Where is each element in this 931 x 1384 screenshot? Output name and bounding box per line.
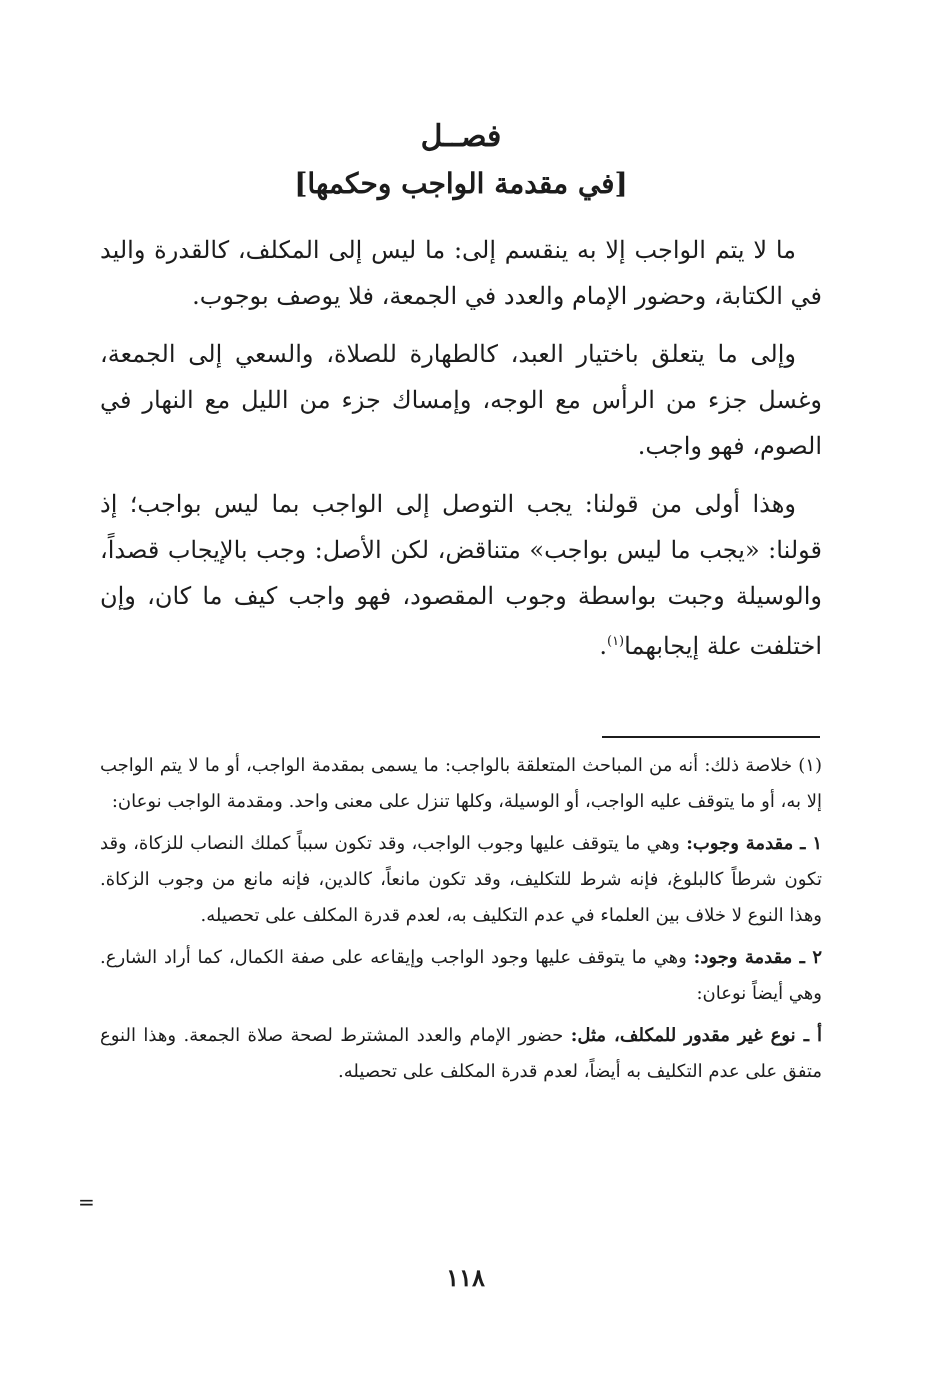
- footnotes-area: [100, 748, 822, 1096]
- footnote-ref-1[interactable]: (١): [606, 634, 625, 649]
- footnote-item-1-text: وهي ما يتوقف عليها وجوب الواجب، وقد تكون سبباً كملك النصاب للزكاة، وقد تكون شرطاً كالبلوغ، فإنه شرط للتكليف، وقد تكون مانعاً، كالدين، فإنه مانع من وجوب الزكاة. وهذا النوع لا خلاف بين العلماء في عدم التكليف به، لعدم قدرة المكلف على تحصيله.: [100, 833, 822, 926]
- paragraph-2: وإلى ما يتعلق باختيار العبد، كالطهارة للصلاة، والسعي إلى الجمعة، وغسل جزء من الرأس مع الوجه، وإمساك جزء من الليل مع النهار في الصوم، فهو واجب.: [100, 340, 822, 460]
- paragraph-3-text: وهذا أولى من قولنا: يجب التوصل إلى الواجب بما ليس بواجب؛ إذ قولنا: «يجب ما ليس بواجب» متناقض، لكن الأصل: وجب بالإيجاب قصداً، والوسيلة وجبت بواسطة وجوب المقصود، فهو واجب كيف ما كان، وإن اختلفت علة إيجابهما: [100, 490, 822, 660]
- paragraph-1: ما لا يتم الواجب إلا به ينقسم إلى: ما ليس إلى المكلف، كالقدرة واليد في الكتابة، وحضور الإمام والعدد في الجمعة، فلا يوصف بوجوب.: [100, 236, 822, 310]
- section-subheading: [في مقدمة الواجب وحكمها]: [294, 167, 628, 200]
- paragraph-3: [100, 481, 822, 669]
- footnote-item-1-label: ١ ـ مقدمة وجوب:: [686, 833, 822, 854]
- footnote-item-3-text: حضور الإمام والعدد المشترط لصحة صلاة الجمعة. وهذا النوع متفق على عدم التكليف به أيضاً، لعدم قدرة المكلف على تحصيله.: [100, 1025, 822, 1082]
- footnote-item-2-text: وهي ما يتوقف عليها وجود الواجب وإيقاعه على صفة الكمال، كما أراد الشارع. وهي أيضاً نوعان:: [100, 947, 822, 1004]
- footnote-item-3: [100, 1018, 822, 1090]
- footnote-item-1: [100, 826, 822, 934]
- footnote-divider: [602, 736, 820, 738]
- paragraph-3-end: .: [599, 632, 607, 660]
- continuation-mark: =: [78, 1190, 95, 1214]
- section-heading: فصــل: [420, 119, 502, 154]
- footnote-item-2-label: ٢ ـ مقدمة وجود:: [693, 947, 822, 968]
- footnote-1: (١) خلاصة ذلك: أنه من المباحث المتعلقة بالواجب: ما يسمى بمقدمة الواجب، أو ما لا يتم الواجب إلا به، أو ما يتوقف عليه الواجب، أو الوسيلة، وكلها تنزل على معنى واحد. ومقدمة الواجب نوعان:: [100, 755, 822, 812]
- page-number: ١١٨: [446, 1263, 485, 1292]
- footnote-item-2: [100, 940, 822, 1012]
- page-body: [100, 115, 822, 681]
- footnote-item-3-label: أ ـ نوع غير مقدور للمكلف، مثل:: [570, 1025, 822, 1046]
